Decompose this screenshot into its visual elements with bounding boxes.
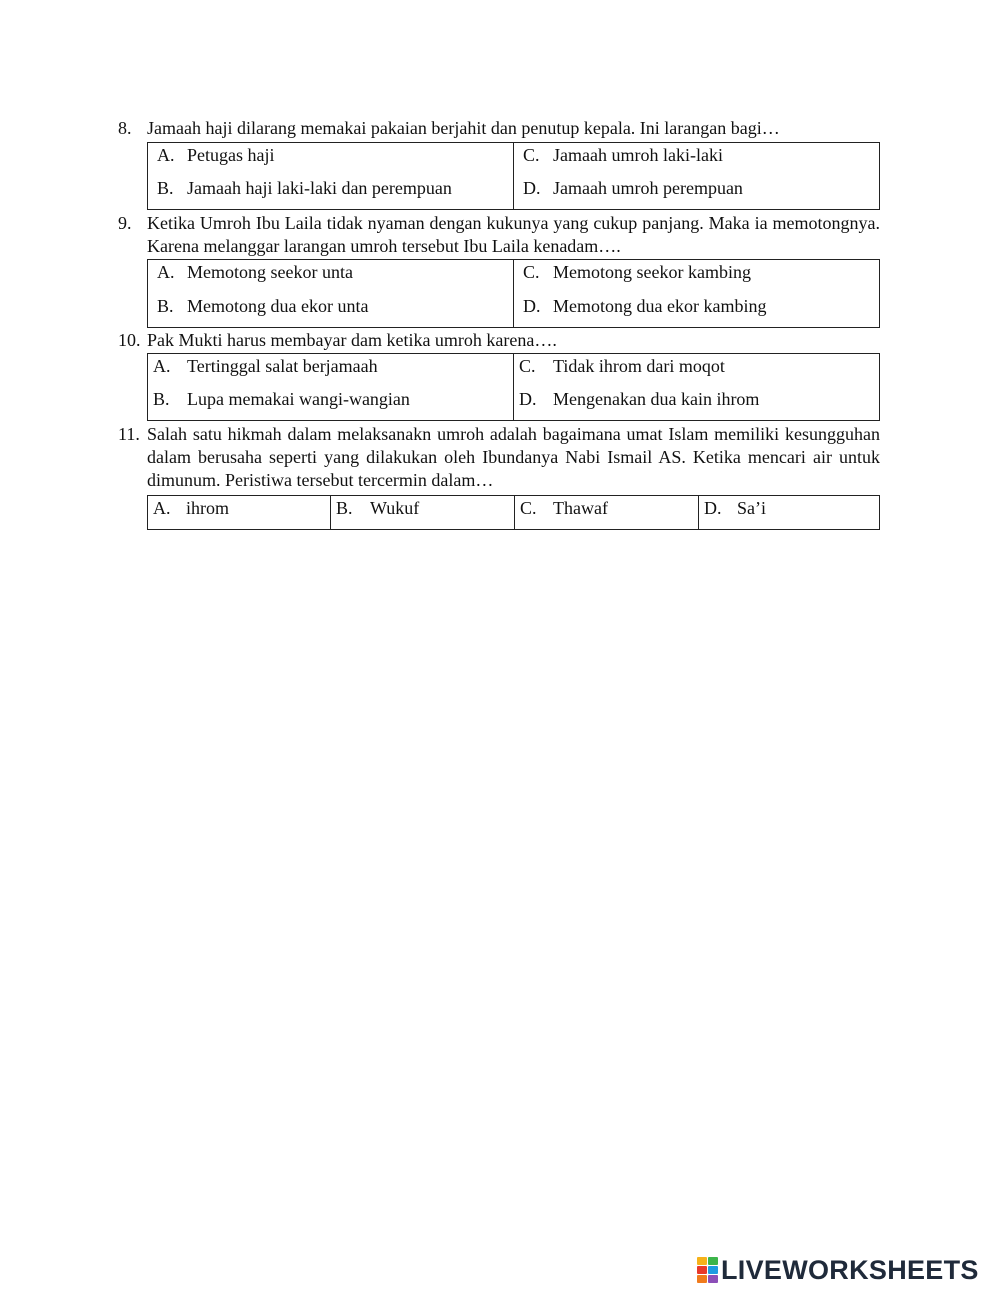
option-d[interactable] — [699, 496, 879, 529]
options-table-11 — [147, 495, 880, 530]
logo-block — [697, 1257, 707, 1265]
option-c[interactable] — [514, 260, 879, 294]
option-d[interactable] — [514, 176, 879, 209]
logo-block — [708, 1266, 718, 1274]
option-label: C. — [523, 145, 540, 165]
logo-text: LIVEWORKSHEETS — [721, 1254, 979, 1285]
options-table-9 — [147, 259, 880, 328]
option-b[interactable] — [331, 496, 514, 529]
option-c[interactable] — [515, 496, 698, 529]
option-c[interactable] — [514, 354, 879, 387]
logo-block — [697, 1275, 707, 1283]
question-number: 8. — [118, 118, 132, 138]
option-text: Jamaah umroh laki-laki — [553, 145, 723, 165]
options-table-8 — [147, 142, 880, 210]
option-label: D. — [523, 178, 541, 198]
option-label: B. — [336, 498, 353, 518]
option-label: A. — [153, 356, 171, 376]
option-b[interactable] — [148, 176, 513, 209]
option-text: Memotong dua ekor unta — [187, 296, 369, 316]
option-a[interactable] — [148, 260, 513, 294]
option-d[interactable] — [514, 387, 879, 420]
option-a[interactable] — [148, 354, 513, 387]
option-d[interactable] — [514, 294, 879, 327]
question-number: 10. — [118, 330, 141, 350]
option-text: Tidak ihrom dari moqot — [553, 356, 725, 376]
option-a[interactable] — [148, 496, 330, 529]
option-text: Jamaah umroh perempuan — [553, 178, 743, 198]
option-b[interactable] — [148, 294, 513, 327]
option-label: B. — [157, 178, 174, 198]
liveworksheets-logo — [697, 1255, 979, 1285]
option-text: Sa’i — [737, 498, 766, 518]
option-c[interactable] — [514, 143, 879, 176]
option-b[interactable] — [148, 387, 513, 420]
question-11 — [118, 423, 880, 492]
option-label: D. — [519, 389, 537, 409]
options-table-10 — [147, 353, 880, 421]
option-label: B. — [157, 296, 174, 316]
question-text: Salah satu hikmah dalam melaksanakn umroh adalah bagaimana umat Islam memiliki kesungguhan dalam berusaha seperti yang dilakukan oleh Ibundanya Nabi Ismail AS. Ketika mencari air untuk dimunum. Peristiwa tersebut tercermin dalam… — [147, 424, 880, 490]
question-text: Jamaah haji dilarang memakai pakaian berjahit dan penutup kepala. Ini larangan bagi… — [147, 118, 780, 138]
option-label: A. — [157, 145, 175, 165]
logo-blocks-icon — [697, 1257, 718, 1283]
option-label: A. — [153, 498, 171, 518]
option-label: C. — [519, 356, 536, 376]
option-a[interactable] — [148, 143, 513, 176]
option-label: B. — [153, 389, 170, 409]
option-text: Mengenakan dua kain ihrom — [553, 389, 760, 409]
option-text: Memotong seekor kambing — [553, 262, 751, 282]
option-text: Memotong seekor unta — [187, 262, 353, 282]
option-text: Wukuf — [370, 498, 420, 518]
question-10 — [118, 329, 880, 352]
logo-block — [708, 1275, 718, 1283]
option-text: Thawaf — [553, 498, 608, 518]
option-text: Memotong dua ekor kambing — [553, 296, 767, 316]
option-text: ihrom — [186, 498, 229, 518]
option-label: A. — [157, 262, 175, 282]
question-text: Ketika Umroh Ibu Laila tidak nyaman dengan kukunya yang cukup panjang. Maka ia memotongnya. Karena melanggar larangan umroh tersebut Ibu Laila kenadam…. — [147, 213, 880, 256]
option-text: Petugas haji — [187, 145, 275, 165]
logo-block — [708, 1257, 718, 1265]
option-label: C. — [523, 262, 540, 282]
option-text: Jamaah haji laki-laki dan perempuan — [187, 178, 452, 198]
option-text: Tertinggal salat berjamaah — [187, 356, 378, 376]
question-number: 11. — [118, 424, 140, 444]
option-label: D. — [704, 498, 722, 518]
question-9 — [118, 212, 880, 258]
option-label: D. — [523, 296, 541, 316]
option-text: Lupa memakai wangi-wangian — [187, 389, 410, 409]
question-8 — [118, 117, 880, 140]
option-label: C. — [520, 498, 537, 518]
question-number: 9. — [118, 213, 132, 233]
logo-block — [697, 1266, 707, 1274]
question-text: Pak Mukti harus membayar dam ketika umroh karena…. — [147, 330, 557, 350]
